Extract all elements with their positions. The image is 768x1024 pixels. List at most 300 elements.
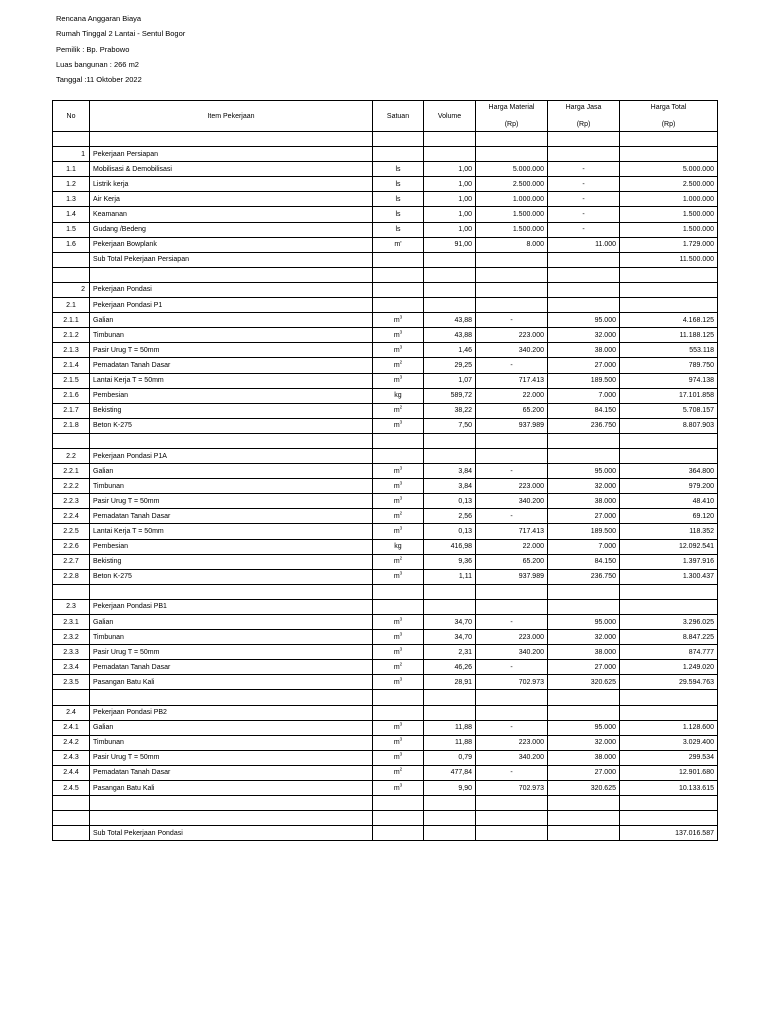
unit-text: m [393, 346, 400, 354]
cell-material [476, 147, 548, 162]
cell-total: 8.847.225 [620, 630, 718, 645]
cell-service [548, 796, 620, 811]
cell-unit [373, 524, 424, 539]
cell-item: Pasir Urug T = 50mm [90, 343, 373, 358]
cell-no: 2.2.2 [53, 479, 90, 494]
table-row [53, 373, 718, 388]
cell-unit [373, 267, 424, 282]
cell-service: 7.000 [548, 388, 620, 403]
cell-volume [424, 448, 476, 463]
cell-total: 1.249.020 [620, 660, 718, 675]
cell-material: 340.200 [476, 750, 548, 765]
cell-volume: 477,84 [424, 765, 476, 780]
table-header-row [53, 101, 718, 132]
col-header-item: Item Pekerjaan [90, 101, 373, 132]
section-row [53, 448, 718, 463]
cell-item: Timbunan [90, 630, 373, 645]
table-row [53, 192, 718, 207]
unit-text: ls [395, 211, 401, 219]
cell-volume: 34,70 [424, 630, 476, 645]
cell-total: 3.296.025 [620, 615, 718, 630]
unit-exponent: 3 [399, 329, 403, 335]
cell-unit [373, 313, 424, 328]
table-row [53, 162, 718, 177]
cell-unit [373, 162, 424, 177]
cell-no: 2.2.5 [53, 524, 90, 539]
cell-total [620, 433, 718, 448]
cell-total [620, 811, 718, 826]
cell-volume: 9,90 [424, 781, 476, 796]
cell-item: Pasir Urug T = 50mm [90, 494, 373, 509]
table-row [53, 479, 718, 494]
unit-text: m [393, 739, 400, 747]
cell-unit [373, 373, 424, 388]
cell-material: - [476, 660, 548, 675]
cell-service [548, 282, 620, 297]
cell-unit [373, 630, 424, 645]
unit-text: m [393, 573, 400, 581]
unit-exponent: 3 [399, 782, 403, 788]
cell-no: 2.2.4 [53, 509, 90, 524]
cell-no: 1.4 [53, 207, 90, 222]
cell-service [548, 811, 620, 826]
unit-exponent: 3 [399, 631, 403, 637]
cell-service: - [548, 207, 620, 222]
cell-volume: 589,72 [424, 388, 476, 403]
cell-no: 2.2.6 [53, 539, 90, 554]
table-row [53, 615, 718, 630]
cell-total: 299.534 [620, 750, 718, 765]
blank-row [53, 267, 718, 282]
cell-no: 2.4.2 [53, 735, 90, 750]
col-header-material [476, 101, 548, 132]
cell-item [90, 584, 373, 599]
cell-material: 223.000 [476, 735, 548, 750]
cell-unit [373, 675, 424, 690]
cell-material: 8.000 [476, 237, 548, 252]
unit-exponent: 3 [399, 721, 403, 727]
table-row [53, 524, 718, 539]
cell-no: 2.4 [53, 705, 90, 720]
cell-no: 1.3 [53, 192, 90, 207]
cell-service [548, 584, 620, 599]
cell-material: 22.000 [476, 539, 548, 554]
cell-item: Timbunan [90, 328, 373, 343]
cell-unit [373, 826, 424, 841]
cell-volume: 43,88 [424, 313, 476, 328]
cell-no: 2.3.3 [53, 645, 90, 660]
cell-item: Beton K-275 [90, 569, 373, 584]
cell-material [476, 811, 548, 826]
cell-unit [373, 132, 424, 147]
cell-volume [424, 584, 476, 599]
cell-no: 1.6 [53, 237, 90, 252]
unit-text: m [393, 678, 400, 686]
subtotal-row [53, 826, 718, 841]
blank-row [53, 811, 718, 826]
cell-unit [373, 464, 424, 479]
cell-total: 48.410 [620, 494, 718, 509]
table-row [53, 343, 718, 358]
cell-no: 2.2.7 [53, 554, 90, 569]
cell-unit [373, 735, 424, 750]
cell-unit [373, 448, 424, 463]
cell-unit [373, 720, 424, 735]
cell-volume: 3,84 [424, 464, 476, 479]
cell-total: 553.118 [620, 343, 718, 358]
cell-volume: 38,22 [424, 403, 476, 418]
cell-item: Pekerjaan Pondasi PB1 [90, 599, 373, 614]
cell-total: 1.000.000 [620, 192, 718, 207]
cell-service: 95.000 [548, 464, 620, 479]
cell-service: 84.150 [548, 403, 620, 418]
unit-exponent: 3 [399, 570, 403, 576]
cell-service: 32.000 [548, 630, 620, 645]
cell-service [548, 252, 620, 267]
cell-volume [424, 298, 476, 313]
cell-total: 2.500.000 [620, 177, 718, 192]
col-header-total-line2: (Rp) [661, 121, 676, 128]
unit-text: ls [395, 226, 401, 234]
cell-item: Galian [90, 464, 373, 479]
cell-service [548, 826, 620, 841]
unit-exponent: 2 [399, 359, 403, 365]
cell-total: 12.092.541 [620, 539, 718, 554]
cell-service: 189.500 [548, 373, 620, 388]
cell-material: 1.500.000 [476, 207, 548, 222]
cell-material: 937.989 [476, 569, 548, 584]
cell-item: Timbunan [90, 735, 373, 750]
cell-service [548, 147, 620, 162]
cell-total [620, 147, 718, 162]
col-header-total-line1: Harga Total [650, 104, 687, 111]
cell-unit [373, 358, 424, 373]
cell-no: 2.1.6 [53, 388, 90, 403]
table-row [53, 630, 718, 645]
cell-item: Pekerjaan Persiapan [90, 147, 373, 162]
blank-row [53, 690, 718, 705]
cell-volume: 11,88 [424, 720, 476, 735]
cell-unit [373, 222, 424, 237]
cell-material: - [476, 313, 548, 328]
cell-total: 1.128.600 [620, 720, 718, 735]
table-row [53, 494, 718, 509]
cell-material: 340.200 [476, 343, 548, 358]
cell-service [548, 690, 620, 705]
cell-unit [373, 509, 424, 524]
cell-total [620, 584, 718, 599]
unit-text: m [393, 618, 400, 626]
cell-service: 27.000 [548, 358, 620, 373]
cell-no: 2.4.5 [53, 781, 90, 796]
cell-material: 2.500.000 [476, 177, 548, 192]
cell-service [548, 448, 620, 463]
unit-exponent: 2 [399, 510, 403, 516]
table-row [53, 358, 718, 373]
cell-unit [373, 705, 424, 720]
cell-material: 223.000 [476, 630, 548, 645]
budget-table [52, 100, 718, 841]
cell-material: - [476, 615, 548, 630]
cell-service: 38.000 [548, 645, 620, 660]
cell-item: Pemadatan Tanah Dasar [90, 660, 373, 675]
cell-item: Timbunan [90, 479, 373, 494]
cell-volume [424, 252, 476, 267]
cell-unit [373, 765, 424, 780]
cell-item: Sub Total Pekerjaan Persiapan [90, 252, 373, 267]
cell-unit [373, 554, 424, 569]
cell-total: 789.750 [620, 358, 718, 373]
cell-service [548, 298, 620, 313]
cell-total: 4.168.125 [620, 313, 718, 328]
cell-item: Galian [90, 720, 373, 735]
unit-text: m [393, 497, 400, 505]
cell-volume: 0,79 [424, 750, 476, 765]
unit-text: m [393, 316, 400, 324]
cell-unit [373, 207, 424, 222]
cell-service: 38.000 [548, 494, 620, 509]
table-row [53, 418, 718, 433]
cell-no [53, 690, 90, 705]
cell-no: 2.3.4 [53, 660, 90, 675]
cell-unit [373, 433, 424, 448]
table-row [53, 645, 718, 660]
unit-text: m [393, 331, 400, 339]
blank-row [53, 796, 718, 811]
cell-service [548, 433, 620, 448]
table-body [53, 132, 718, 841]
cell-unit [373, 796, 424, 811]
col-header-material-line2: (Rp) [504, 121, 519, 128]
cell-item: Lantai Kerja T = 50mm [90, 373, 373, 388]
unit-exponent: 3 [399, 525, 403, 531]
cell-item: Galian [90, 615, 373, 630]
cell-unit [373, 750, 424, 765]
cell-service: 320.625 [548, 675, 620, 690]
cell-unit [373, 343, 424, 358]
table-row [53, 660, 718, 675]
table-row [53, 207, 718, 222]
cell-item: Pemadatan Tanah Dasar [90, 358, 373, 373]
table-row [53, 509, 718, 524]
cell-unit [373, 494, 424, 509]
cell-service: 95.000 [548, 313, 620, 328]
cell-unit [373, 237, 424, 252]
cell-total [620, 282, 718, 297]
cell-service: 27.000 [548, 765, 620, 780]
blank-row [53, 132, 718, 147]
date-line: Tanggal :11 Oktober 2022 [56, 75, 142, 85]
cell-item [90, 811, 373, 826]
unit-text: kg [394, 543, 402, 551]
cell-total: 5.000.000 [620, 162, 718, 177]
cell-total: 11.500.000 [620, 252, 718, 267]
table-row [53, 328, 718, 343]
unit-exponent: 3 [399, 344, 403, 350]
cell-total: 12.901.680 [620, 765, 718, 780]
cell-material [476, 267, 548, 282]
cell-service: 38.000 [548, 750, 620, 765]
unit-text: m [393, 784, 400, 792]
cell-unit [373, 569, 424, 584]
section-row [53, 599, 718, 614]
unit-text: m [393, 467, 400, 475]
cell-unit [373, 690, 424, 705]
cell-material [476, 690, 548, 705]
cell-total [620, 448, 718, 463]
cell-no [53, 796, 90, 811]
cell-unit [373, 479, 424, 494]
cell-volume: 1,00 [424, 207, 476, 222]
cell-no [53, 267, 90, 282]
cell-material [476, 252, 548, 267]
cell-unit [373, 298, 424, 313]
cell-material [476, 599, 548, 614]
cell-material: - [476, 720, 548, 735]
cell-total: 5.708.157 [620, 403, 718, 418]
cell-item: Gudang /Bedeng [90, 222, 373, 237]
cell-service: - [548, 222, 620, 237]
unit-text: m [393, 482, 400, 490]
cell-unit [373, 781, 424, 796]
table-row [53, 222, 718, 237]
cell-service: 7.000 [548, 539, 620, 554]
col-header-service [548, 101, 620, 132]
cell-volume: 416,98 [424, 539, 476, 554]
col-header-service-line1: Harga Jasa [565, 104, 602, 111]
cell-material: 340.200 [476, 494, 548, 509]
unit-exponent: 3 [399, 420, 403, 425]
unit-text: m [393, 422, 400, 430]
cell-unit [373, 328, 424, 343]
cell-service [548, 267, 620, 282]
cell-service: 84.150 [548, 554, 620, 569]
cell-volume [424, 705, 476, 720]
unit-text: m' [394, 241, 402, 249]
unit-text: m [393, 512, 400, 520]
cell-no: 2.2.8 [53, 569, 90, 584]
subtotal-row [53, 252, 718, 267]
cell-total [620, 599, 718, 614]
unit-text: m [393, 754, 400, 762]
cell-service: 236.750 [548, 569, 620, 584]
cell-item [90, 433, 373, 448]
cell-service: 11.000 [548, 237, 620, 252]
cell-service: 320.625 [548, 781, 620, 796]
cell-no: 2.2 [53, 448, 90, 463]
cell-unit [373, 599, 424, 614]
cell-total [620, 267, 718, 282]
cell-item [90, 267, 373, 282]
cell-service: 32.000 [548, 328, 620, 343]
cell-total [620, 132, 718, 147]
cell-service: 95.000 [548, 720, 620, 735]
cell-volume [424, 282, 476, 297]
cell-total: 29.594.763 [620, 675, 718, 690]
cell-volume: 91,00 [424, 237, 476, 252]
cell-no: 1 [53, 147, 90, 162]
document-header [56, 11, 185, 87]
cell-service: 32.000 [548, 479, 620, 494]
unit-exponent: 3 [399, 676, 403, 682]
cell-material: - [476, 464, 548, 479]
cell-item: Pasir Urug T = 50mm [90, 645, 373, 660]
col-header-material-line1: Harga Material [488, 104, 535, 111]
col-header-volume: Volume [424, 101, 476, 132]
cell-unit [373, 615, 424, 630]
cell-service: 27.000 [548, 509, 620, 524]
cell-no: 2.3.1 [53, 615, 90, 630]
cell-volume [424, 811, 476, 826]
cell-volume: 1,00 [424, 177, 476, 192]
cell-material: 702.973 [476, 675, 548, 690]
cell-service: 38.000 [548, 343, 620, 358]
cell-service: 95.000 [548, 615, 620, 630]
cell-item [90, 132, 373, 147]
cell-total: 1.500.000 [620, 222, 718, 237]
cell-material [476, 298, 548, 313]
table-row [53, 675, 718, 690]
cell-item: Air Kerja [90, 192, 373, 207]
cell-item: Mobilisasi & Demobilisasi [90, 162, 373, 177]
cell-no: 2.3.5 [53, 675, 90, 690]
cell-total [620, 690, 718, 705]
section-row [53, 282, 718, 297]
cell-material: 717.413 [476, 524, 548, 539]
col-header-no: No [53, 101, 90, 132]
cell-volume [424, 267, 476, 282]
cell-total: 974.138 [620, 373, 718, 388]
cell-total: 364.800 [620, 464, 718, 479]
cell-volume [424, 132, 476, 147]
cell-service: 236.750 [548, 418, 620, 433]
cell-no: 1.1 [53, 162, 90, 177]
cell-no: 2.1.7 [53, 403, 90, 418]
col-header-unit: Satuan [373, 101, 424, 132]
cell-volume: 43,88 [424, 328, 476, 343]
cell-total: 1.397.916 [620, 554, 718, 569]
cell-item: Listrik kerja [90, 177, 373, 192]
cell-volume: 29,25 [424, 358, 476, 373]
table-row [53, 735, 718, 750]
cell-total: 1.500.000 [620, 207, 718, 222]
table-row [53, 388, 718, 403]
unit-text: m [393, 377, 400, 385]
cell-total: 10.133.615 [620, 781, 718, 796]
cell-item: Pekerjaan Pondasi [90, 282, 373, 297]
cell-no: 2.1.8 [53, 418, 90, 433]
cell-item: Pembesian [90, 388, 373, 403]
cell-material: - [476, 509, 548, 524]
cell-material: 223.000 [476, 328, 548, 343]
cell-total: 979.200 [620, 479, 718, 494]
cell-volume [424, 690, 476, 705]
cell-total [620, 796, 718, 811]
cell-no: 2.3.2 [53, 630, 90, 645]
cell-no: 2.2.3 [53, 494, 90, 509]
cell-volume: 1,11 [424, 569, 476, 584]
cell-item: Bekisting [90, 403, 373, 418]
blank-row [53, 584, 718, 599]
cell-material [476, 448, 548, 463]
cell-no: 2.1.5 [53, 373, 90, 388]
cell-no [53, 584, 90, 599]
table-row [53, 569, 718, 584]
cell-no [53, 433, 90, 448]
cell-no: 1.2 [53, 177, 90, 192]
cell-unit [373, 403, 424, 418]
unit-text: m [393, 769, 400, 777]
